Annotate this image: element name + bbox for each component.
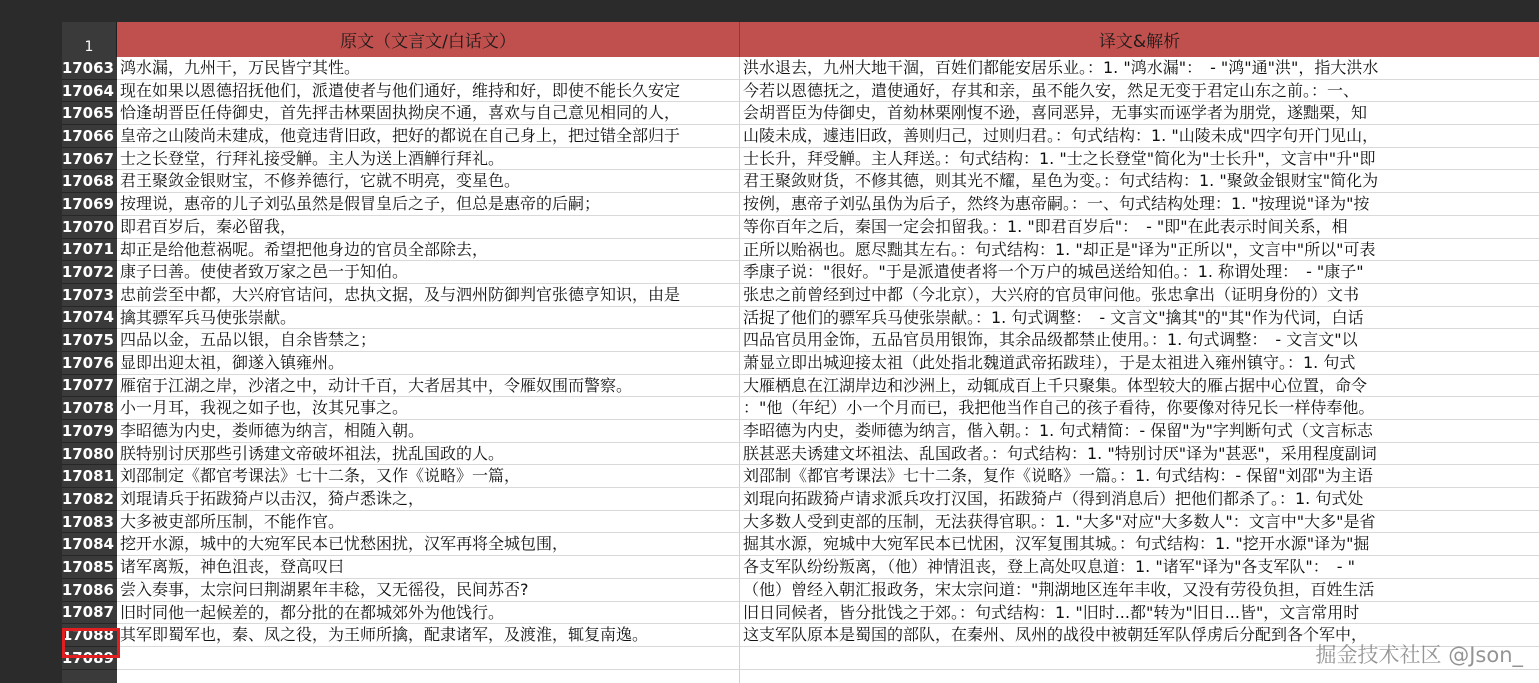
row-number[interactable]: 17083 (62, 511, 117, 534)
table-row[interactable] (62, 624, 1539, 647)
row-number[interactable]: 17078 (62, 397, 117, 420)
cell-original-text[interactable] (117, 647, 740, 670)
cell-translation-text[interactable]: 活捉了他们的骠军兵马使张崇献。：1. 句式调整： - 文言文"擒其"的"其"作为代词，白话 (740, 307, 1539, 330)
header-row (62, 22, 1539, 57)
cell-original-text[interactable]: 恰逢胡晋臣任侍御史，首先抨击林栗固执拗戾不通，喜欢与自己意见相同的人， (117, 102, 740, 125)
row-number[interactable]: 17063 (62, 57, 117, 80)
spreadsheet-grid[interactable] (62, 22, 1539, 683)
table-row[interactable] (62, 465, 1539, 488)
table-row[interactable] (62, 670, 1539, 683)
column-header-translation[interactable]: 译文&解析 (740, 22, 1539, 57)
table-row[interactable] (62, 397, 1539, 420)
cell-translation-text[interactable]: 等你百年之后，秦国一定会扣留我。：1. "即君百岁后"： - "即"在此表示时间关系，相 (740, 216, 1539, 239)
cell-original-text[interactable]: 李昭德为内史，娄师德为纳言，相随入朝。 (117, 420, 740, 443)
cell-translation-text[interactable]: 大雁栖息在江湖岸边和沙洲上，动辄成百上千只聚集。体型较大的雁占据中心位置，命令 (740, 375, 1539, 398)
cell-original-text[interactable]: 忠前尝至中都，大兴府官诘问，忠执文据，及与泗州防御判官张德亨知识，由是 (117, 284, 740, 307)
cell-original-text[interactable]: 康子曰善。使使者致万家之邑一于知伯。 (117, 261, 740, 284)
table-row[interactable] (62, 284, 1539, 307)
cell-translation-text[interactable]: 旧日同候者，皆分批饯之于郊。：句式结构：1. "旧时...都"转为"旧日...皆"，文言常用时 (740, 602, 1539, 625)
table-body (62, 57, 1539, 683)
cell-translation-text[interactable]: 这支军队原本是蜀国的部队，在秦州、凤州的战役中被朝廷军队俘虏后分配到各个军中， (740, 624, 1539, 647)
table-row[interactable] (62, 420, 1539, 443)
cell-translation-text[interactable]: 今若以恩德抚之，遣使通好，存其和亲，虽不能久安，然足无变于君定山东之前。：一、 (740, 80, 1539, 103)
cell-original-text[interactable]: 旧时同他一起候差的，都分批的在都城郊外为他饯行。 (117, 602, 740, 625)
row-number[interactable]: 17087 (62, 602, 117, 625)
cell-original-text[interactable]: 现在如果以恩德招抚他们，派遣使者与他们通好，维持和好，即使不能长久安定 (117, 80, 740, 103)
table-row[interactable] (62, 193, 1539, 216)
row-number[interactable]: 17082 (62, 488, 117, 511)
cell-translation-text[interactable]: 季康子说："很好。"于是派遣使者将一个万户的城邑送给知伯。：1. 称谓处理： - "康子" (740, 261, 1539, 284)
row-number[interactable]: 17079 (62, 420, 117, 443)
row-number[interactable]: 17076 (62, 352, 117, 375)
cell-translation-text[interactable] (740, 670, 1539, 683)
cell-original-text[interactable]: 君王聚敛金银财宝，不修养德行，它就不明亮，变星色。 (117, 170, 740, 193)
cell-original-text[interactable]: 尝入奏事，太宗问曰荆湖累年丰稔，又无徭役，民间苏否? (117, 579, 740, 602)
table-row[interactable] (62, 579, 1539, 602)
cell-translation-text[interactable]: （他）曾经入朝汇报政务，宋太宗问道："荆湖地区连年丰收，又没有劳役负担，百姓生活 (740, 579, 1539, 602)
table-row[interactable] (62, 239, 1539, 262)
table-row[interactable] (62, 443, 1539, 466)
row-number[interactable]: 17072 (62, 261, 117, 284)
row-number[interactable]: 17067 (62, 148, 117, 171)
cell-original-text[interactable]: 朕特别讨厌那些引诱建文帝破坏祖法，扰乱国政的人。 (117, 443, 740, 466)
row-number[interactable]: 17065 (62, 102, 117, 125)
cell-translation-text[interactable]: 刘琨向拓跋猗卢请求派兵攻打汉国，拓跋猗卢（得到消息后）把他们都杀了。：1. 句式处 (740, 488, 1539, 511)
cell-original-text[interactable]: 刘琨请兵于拓跋猗卢以击汉，猗卢悉诛之， (117, 488, 740, 511)
table-row[interactable] (62, 57, 1539, 80)
cell-original-text[interactable]: 士之长登堂，行拜礼接受觯。主人为送上酒觯行拜礼。 (117, 148, 740, 171)
cell-translation-text[interactable]: 山陵未成，遽违旧政，善则归己，过则归君。：句式结构：1. "山陵未成"四字句开门见山， (740, 125, 1539, 148)
cell-translation-text[interactable]: 正所以贻祸也。愿尽黜其左右。：句式结构：1. "却正是"译为"正所以"，文言中"所以"可表 (740, 239, 1539, 262)
row-number[interactable]: 17066 (62, 125, 117, 148)
table-row[interactable] (62, 102, 1539, 125)
cell-original-text[interactable]: 显即出迎太祖，御遂入镇雍州。 (117, 352, 740, 375)
table-row[interactable] (62, 488, 1539, 511)
table-row[interactable] (62, 647, 1539, 670)
cell-original-text[interactable]: 刘邵制定《都官考课法》七十二条，又作《说略》一篇， (117, 465, 740, 488)
cell-translation-text[interactable]: 四品官员用金饰，五品官员用银饰，其余品级都禁止使用。：1. 句式调整： - 文言文"以 (740, 329, 1539, 352)
table-row[interactable] (62, 125, 1539, 148)
row-number[interactable]: 17075 (62, 329, 117, 352)
cell-original-text[interactable]: 即君百岁后，秦必留我， (117, 216, 740, 239)
row-number[interactable]: 17073 (62, 284, 117, 307)
table-row[interactable] (62, 375, 1539, 398)
cell-original-text[interactable]: 鸿水漏，九州干，万民皆宁其性。 (117, 57, 740, 80)
watermark-text: 掘金技术社区 @Json_ (1315, 643, 1523, 667)
cell-translation-text[interactable]: 按例，惠帝子刘弘虽伪为后子，然终为惠帝嗣。：一、句式结构处理：1. "按理说"译为"按 (740, 193, 1539, 216)
cell-translation-text[interactable]: 洪水退去，九州大地干涸，百姓们都能安居乐业。：1. "鸿水漏"： - "鸿"通"洪"，指大洪水 (740, 57, 1539, 80)
table-row[interactable] (62, 511, 1539, 534)
cell-original-text[interactable]: 四品以金，五品以银，自余皆禁之； (117, 329, 740, 352)
cell-original-text[interactable]: 诸军离叛，神色沮丧，登高叹曰 (117, 556, 740, 579)
row-number[interactable] (62, 670, 117, 683)
row-number[interactable]: 17069 (62, 193, 117, 216)
row-number[interactable]: 17084 (62, 533, 117, 556)
row-number[interactable]: 17071 (62, 239, 117, 262)
cell-original-text[interactable]: 按理说，惠帝的儿子刘弘虽然是假冒皇后之子，但总是惠帝的后嗣； (117, 193, 740, 216)
cell-translation-text[interactable]: 朕甚恶夫诱建文坏祖法、乱国政者。：句式结构：1. "特别讨厌"译为"甚恶"，采用程度副词 (740, 443, 1539, 466)
table-row[interactable] (62, 148, 1539, 171)
row-number[interactable]: 17086 (62, 579, 117, 602)
cell-translation-text[interactable]: 掘其水源，宛城中大宛军民本已忧困，汉军复围其城。：句式结构：1. "挖开水源"译为"掘 (740, 533, 1539, 556)
cell-original-text[interactable]: 雁宿于江湖之岸，沙渚之中，动计千百，大者居其中，令雁奴围而警察。 (117, 375, 740, 398)
cell-translation-text[interactable]: 各支军队纷纷叛离，（他）神情沮丧，登上高处叹息道：1. "诸军"译为"各支军队"： - " (740, 556, 1539, 579)
table-row[interactable] (62, 307, 1539, 330)
cell-translation-text[interactable]: 张忠之前曾经到过中都（今北京），大兴府的官员审问他。张忠拿出（证明身份的）文书 (740, 284, 1539, 307)
table-row[interactable] (62, 329, 1539, 352)
row-number[interactable]: 17077 (62, 375, 117, 398)
cell-translation-text[interactable]: 会胡晋臣为侍御史，首劾林栗刚愎不逊，喜同恶异，无事实而诬学者为朋党，遂黜栗，知 (740, 102, 1539, 125)
row-number[interactable]: 17068 (62, 170, 117, 193)
cell-original-text[interactable]: 其军即蜀军也，秦、凤之役，为王师所擒，配隶诸军，及渡淮，辄复南逸。 (117, 624, 740, 647)
cell-translation-text[interactable]: 士长升，拜受觯。主人拜送。：句式结构：1. "士之长登堂"简化为"士长升"，文言中"升"即 (740, 148, 1539, 171)
cell-translation-text[interactable]: ："他（年纪）小一个月而已，我把他当作自己的孩子看待，你要像对待兄长一样侍奉他。 (740, 397, 1539, 420)
cell-translation-text[interactable] (740, 647, 1539, 670)
table-row[interactable] (62, 533, 1539, 556)
cell-translation-text[interactable]: 刘邵制《都官考课法》七十二条，复作《说略》一篇。：1. 句式结构：- 保留"刘邵"为主语 (740, 465, 1539, 488)
table-row[interactable] (62, 261, 1539, 284)
row-number[interactable]: 17080 (62, 443, 117, 466)
table-row[interactable] (62, 556, 1539, 579)
row-number[interactable]: 17089 (62, 647, 117, 670)
cell-original-text[interactable] (117, 670, 740, 683)
row-number[interactable]: 17070 (62, 216, 117, 239)
cell-original-text[interactable]: 大多被吏部所压制，不能作官。 (117, 511, 740, 534)
column-header-original[interactable]: 原文（文言文/白话文） (117, 22, 740, 57)
cell-original-text[interactable]: 却正是给他惹祸呢。希望把他身边的官员全部除去， (117, 239, 740, 262)
cell-translation-text[interactable]: 萧显立即出城迎接太祖（此处指北魏道武帝拓跋珪），于是太祖进入雍州镇守。：1. 句式 (740, 352, 1539, 375)
row-number-header[interactable]: 1 (62, 22, 117, 57)
row-number[interactable]: 17085 (62, 556, 117, 579)
table-row[interactable] (62, 216, 1539, 239)
row-number[interactable]: 17064 (62, 80, 117, 103)
cell-translation-text[interactable]: 君王聚敛财货，不修其德，则其光不耀，星色为变。：句式结构：1. "聚敛金银财宝"简化为 (740, 170, 1539, 193)
cell-translation-text[interactable]: 李昭德为内史，娄师德为纳言，偕入朝。：1. 句式精简：- 保留"为"字判断句式（文言标志 (740, 420, 1539, 443)
table-row[interactable] (62, 170, 1539, 193)
cell-original-text[interactable]: 挖开水源，城中的大宛军民本已忧愁困扰，汉军再将全城包围， (117, 533, 740, 556)
row-number[interactable]: 17074 (62, 307, 117, 330)
row-number[interactable]: 17088 (62, 624, 117, 647)
cell-original-text[interactable]: 皇帝之山陵尚未建成，他竟违背旧政，把好的都说在自己身上，把过错全部归于 (117, 125, 740, 148)
cell-original-text[interactable]: 小一月耳，我视之如子也，汝其兄事之。 (117, 397, 740, 420)
toolbar-strip (0, 0, 1539, 22)
cell-original-text[interactable]: 擒其骠军兵马使张崇献。 (117, 307, 740, 330)
row-number[interactable]: 17081 (62, 465, 117, 488)
table-row[interactable] (62, 80, 1539, 103)
table-row[interactable] (62, 602, 1539, 625)
table-row[interactable] (62, 352, 1539, 375)
cell-translation-text[interactable]: 大多数人受到吏部的压制，无法获得官职。：1. "大多"对应"大多数人"：文言中"大多"是省 (740, 511, 1539, 534)
